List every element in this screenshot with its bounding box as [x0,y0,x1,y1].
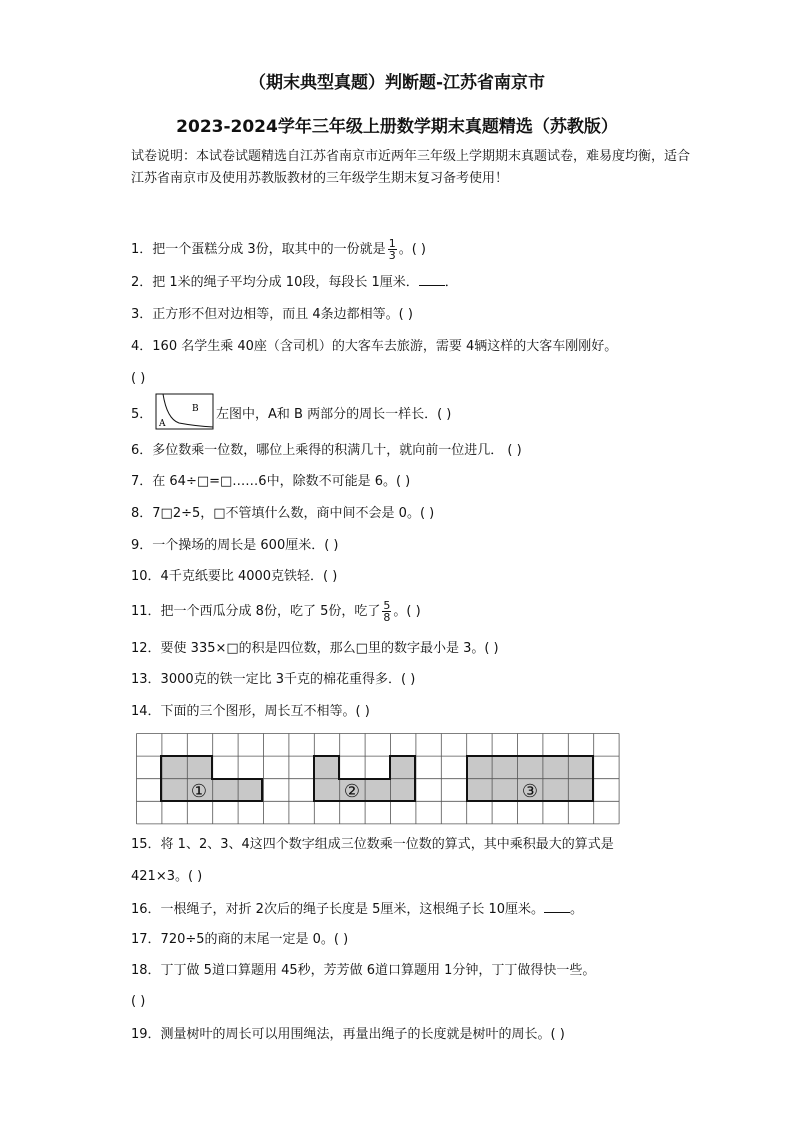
question-10: 10．4千克纸要比 4000克铁轻．( ) [131,569,338,584]
title-line-1: （期末典型真题）判断题-江苏省南京市 [248,73,546,93]
question-17: 17．720÷5的商的末尾一定是 0。( ) [131,932,349,947]
question-13: 13．3000克的铁一定比 3千克的棉花重得多．( ) [131,672,416,687]
question-5-text: 左图中，A和 B 两部分的周长一样长．( ) [216,407,452,422]
question-15: 15．将 1、2、3、4这四个数字组成三位数乘一位数的算式，其中乘积最大的算式是 [131,837,614,852]
question-2: 2．把 1米的绳子平均分成 10段，每段长 1厘米． ． [131,275,458,290]
question-6: 6．多位数乘一位数，哪位上乘得的积满几十，就向前一位进几． ( ) [131,443,522,458]
question-4: 4．160 名学生乘 40座（含司机）的大客车去旅游，需要 4辆这样的大客车刚刚好。 [131,339,618,354]
fraction-five-eighths: $\frac{5}{8}$ [383,599,391,624]
fraction-one-third: $\frac{1}{3}$ [388,237,396,262]
question-19: 19．测量树叶的周长可以用围绳法，再量出绳子的长度就是树叶的周长。( ) [131,1027,565,1042]
title-line-2: 2023-2024学年三年级上册数学期末真题精选（苏教版） [176,117,618,137]
question-5-number: 5． [131,407,153,422]
question-8: 8．7□2÷5，□不管填什么数，商中间不会是 0。( ) [131,506,435,521]
question-12: 12．要使 335×□的积是四位数，那么□里的数字最小是 3。( ) [131,641,499,656]
question-4-answer: ( ) [131,371,146,386]
shape-label-2: ② [343,781,361,802]
answer-blank[interactable] [419,273,445,286]
shape-label-3: ③ [521,781,539,802]
question-16: 16．一根绳子，对折 2次后的绳子长度是 5厘米，这根绳子长 10厘米。 。 [131,902,584,917]
exam-intro: 试卷说明：本试卷试题精选自江苏省南京市近两年三年级上学期期末真题试卷，难易度均衡，适合江苏省南京市及使用苏教版教材的三年级学生期末复习备考使用！ [131,149,691,186]
question-14-grid-figure [136,733,622,825]
shape-label-1: ① [190,781,208,802]
question-5-figure [155,393,215,431]
question-18-answer: ( ) [131,994,146,1009]
question-18: 18．丁丁做 5道口算题用 45秒，芳芳做 6道口算题用 1分钟，丁丁做得快一些。 [131,963,596,978]
question-11: 11．把一个西瓜分成 8份，吃了 5份，吃了 $\frac{5}{8}$ 。( ) [131,599,421,624]
question-1: 1．把一个蛋糕分成 3份，取其中的一份就是 $\frac{1}{3}$ 。( ) [131,237,426,262]
question-7: 7．在 64÷□=□……6中，除数不可能是 6。( ) [131,474,411,489]
question-3: 3．正方形不但对边相等，而且 4条边都相等。( ) [131,307,413,322]
region-a-label: A [159,419,166,429]
question-14: 14．下面的三个图形，周长互不相等。( ) [131,704,370,719]
question-9: 9．一个操场的周长是 600厘米．( ) [131,538,339,553]
answer-blank[interactable] [544,900,570,913]
question-15-cont: 421×3。( ) [131,869,203,884]
region-b-label: B [192,404,199,414]
